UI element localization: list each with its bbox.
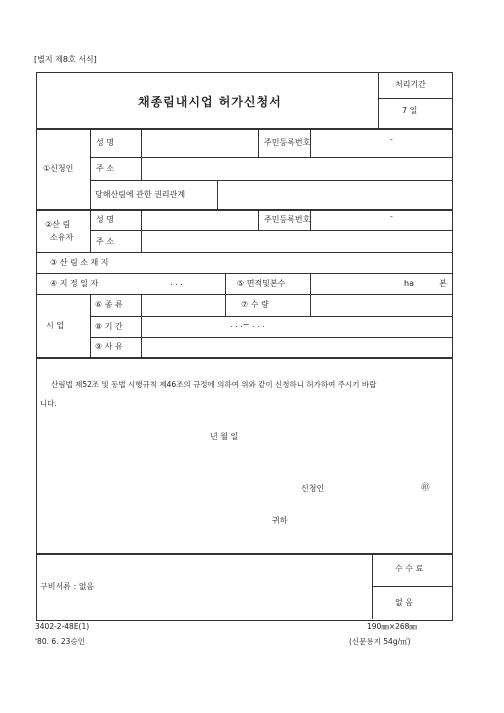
application-date[interactable]: 년 월 일: [210, 432, 239, 441]
applicant-name-field[interactable]: [142, 129, 257, 156]
applicant-id-label: 주민등록번호: [264, 138, 311, 147]
work-period-label: ⑧ 기 간: [95, 322, 123, 331]
owner-address-label: 주 소: [96, 237, 114, 246]
footer-size: 190㎜×268㎜: [367, 622, 417, 631]
applicant-section-label: ①신청인: [43, 164, 74, 173]
forest-location-label: ③ 산 림 소 재 지: [50, 258, 109, 267]
applicant-rights-label: 당해산림에 관한 권리관계: [95, 190, 186, 199]
footer-approval: '80. 6. 23승인: [35, 637, 85, 646]
applicant-rights-field[interactable]: [218, 181, 451, 208]
work-reason-field[interactable]: [142, 338, 451, 356]
applicant-address-field[interactable]: [142, 158, 451, 179]
owner-name-label: 성 명: [96, 215, 114, 224]
work-section-label: 시 업: [46, 321, 64, 330]
fee-value: 없 음: [395, 598, 413, 607]
owner-id-label: 주민등록번호: [264, 215, 311, 224]
applicant-id-value[interactable]: -: [390, 135, 393, 144]
form-number: [별지 제8호 서식]: [34, 55, 97, 64]
applicant-address-label: 주 소: [96, 164, 114, 173]
count-unit: 본: [439, 279, 447, 288]
recipient-label: 귀하: [272, 516, 288, 525]
processing-period-value: 7 일: [402, 106, 418, 115]
footer-paper: (신문용지 54g/㎡): [349, 637, 411, 646]
footer-code: 3402-2-48E(1): [35, 622, 90, 631]
statement-line-1: 산림법 제52조 및 동법 시행규칙 제46조의 규정에 의하여 위와 같이 신청하니 허가하여 주시기 바랍: [51, 380, 377, 389]
applicant-sign-label: 신청인: [301, 484, 325, 493]
applicant-name-label: 성 명: [96, 138, 114, 147]
fee-label: 수 수 료: [395, 564, 424, 573]
seal-icon: ㊞: [421, 483, 430, 493]
area-count-label: ⑤ 면적및본수: [237, 279, 286, 288]
processing-period-label: 처리기간: [395, 80, 426, 89]
owner-section-label-2: 소유자: [50, 233, 74, 242]
work-quantity-label: ⑦ 수 량: [241, 300, 269, 309]
work-reason-label: ⑨ 사 유: [95, 342, 123, 351]
forest-location-field[interactable]: [142, 253, 451, 272]
work-type-field[interactable]: [142, 295, 224, 315]
work-quantity-field[interactable]: [311, 295, 451, 315]
designation-date-label: ④ 지 정 일 자: [50, 279, 99, 288]
owner-id-value[interactable]: -: [390, 212, 393, 221]
owner-address-field[interactable]: [142, 231, 451, 251]
owner-name-field[interactable]: [142, 210, 257, 229]
required-documents: 구비서류 : 없음: [40, 582, 95, 591]
owner-section-label-1: ②산 림: [45, 220, 71, 229]
designation-date-value[interactable]: . . .: [170, 278, 183, 287]
statement-line-2: 니다.: [40, 399, 57, 408]
work-type-label: ⑥ 종 류: [95, 300, 123, 309]
work-period-value[interactable]: . . .~ . . .: [230, 320, 265, 329]
form-title: 채종림내시업 허가신청서: [138, 95, 282, 109]
area-unit: ha: [404, 279, 414, 288]
